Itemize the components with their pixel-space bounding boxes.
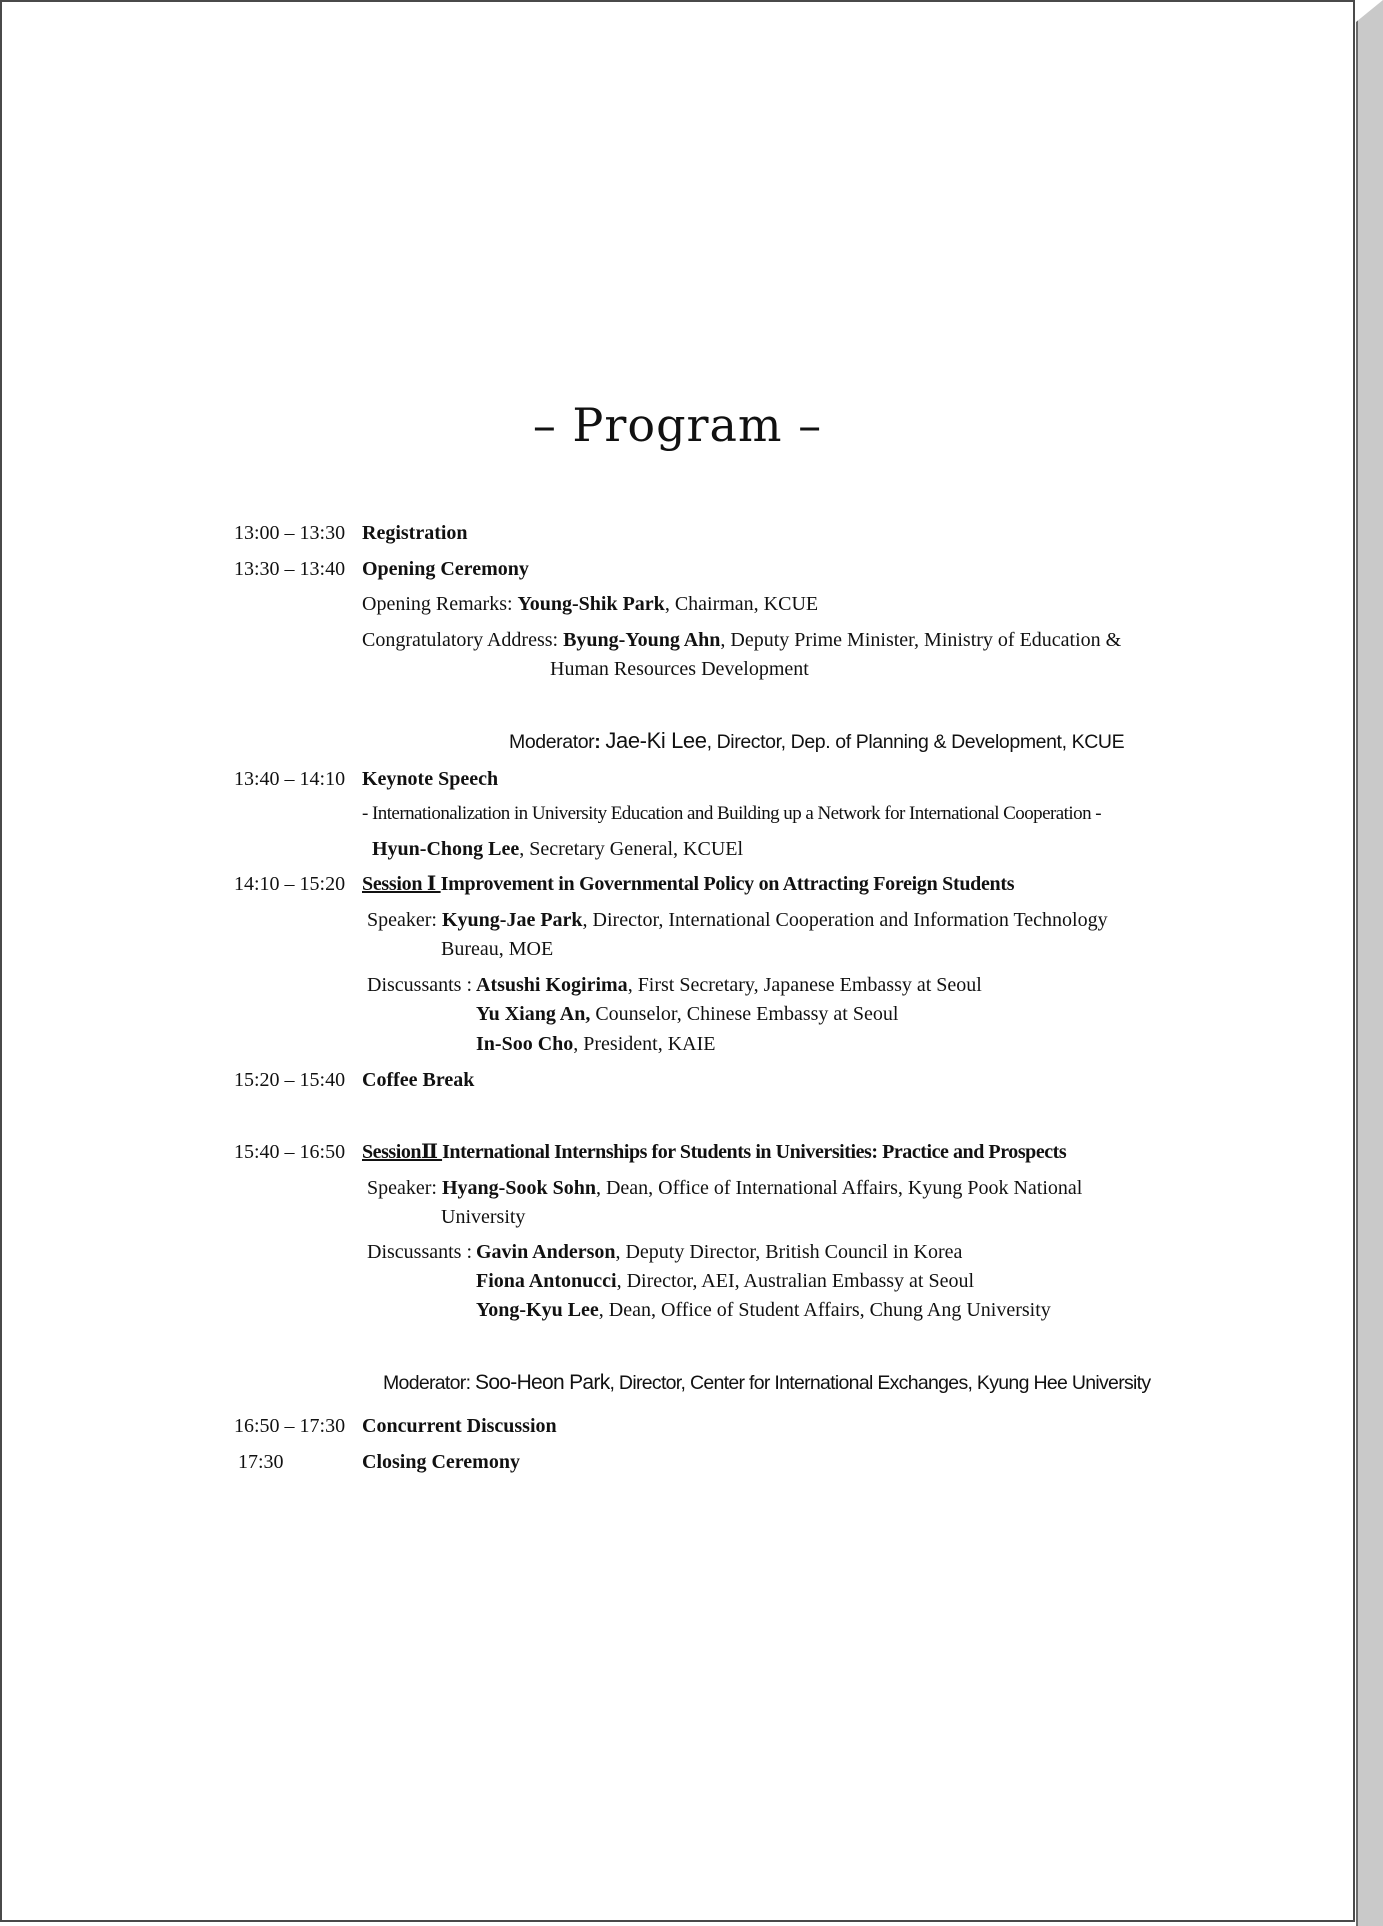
discussant-name: Fiona Antonucci <box>476 1270 617 1292</box>
time-opening: 13:30 – 13:40 <box>234 558 346 580</box>
discussant-name: Yu Xiang An, <box>476 1003 591 1025</box>
item-keynote-speech: Keynote Speech <box>362 768 499 790</box>
session-1-speaker-name: Kyung-Jae Park <box>441 909 583 931</box>
session-1-discussant <box>476 1031 715 1057</box>
session-1-speaker-label: Speaker: <box>367 909 442 931</box>
discussant-role: , President, KAIE <box>573 1033 716 1055</box>
keynote-speaker-role: , Secretary General, KCUEl <box>519 838 744 860</box>
session-2-speaker-label: Speaker: <box>367 1177 442 1199</box>
keynote-subtitle: - Internationalization in University Education and Building up a Network for International Cooperation - <box>362 803 1102 824</box>
moderator-1 <box>509 728 1124 755</box>
time-concurrent-discussion: 16:50 – 17:30 <box>234 1415 346 1437</box>
session-1-speaker-role: , Director, International Cooperation and Information Technology <box>582 909 1108 931</box>
keynote-speaker-name: Hyun-Chong Lee <box>372 838 520 860</box>
time-closing: 17:30 <box>238 1451 284 1473</box>
discussant-name: Atsushi Kogirima <box>476 974 628 996</box>
session-2-speaker-name: Hyang-Sook Sohn <box>441 1177 596 1199</box>
session-1-label: Session Ⅰ <box>362 873 441 895</box>
keynote-speaker <box>372 836 743 862</box>
session-2-speaker <box>367 1175 1082 1201</box>
session-2-speaker-role: , Dean, Office of International Affairs, Kyung Pook National <box>595 1177 1083 1199</box>
time-registration: 13:00 – 13:30 <box>234 522 346 544</box>
address-label: Congratulatory Address: <box>362 629 564 651</box>
opening-remarks-name: Young-Shik Park <box>517 593 665 615</box>
address-role-continued: Human Resources Development <box>550 658 809 680</box>
item-registration: Registration <box>362 522 468 544</box>
time-session-1: 14:10 – 15:20 <box>234 873 346 895</box>
session-1-speaker-role-continued: Bureau, MOE <box>441 938 554 960</box>
discussant-role: , Dean, Office of Student Affairs, Chung Ang University <box>598 1299 1051 1321</box>
opening-remarks-line <box>362 591 818 617</box>
session-2-discussant <box>476 1268 974 1294</box>
item-coffee-break: Coffee Break <box>362 1069 475 1091</box>
page-fold-corner <box>1356 0 1383 22</box>
item-opening-ceremony: Opening Ceremony <box>362 558 529 580</box>
session-1-speaker <box>367 907 1108 933</box>
opening-remarks-role: , Chairman, KCUE <box>664 593 819 615</box>
moderator-1-label: Moderator <box>509 731 595 753</box>
discussant-role: , Deputy Director, British Council in Korea <box>615 1241 963 1263</box>
moderator-2-name: Soo-Heon Park <box>475 1371 610 1394</box>
discussant-role: Counselor, Chinese Embassy at Seoul <box>590 1003 899 1025</box>
session-1-discussant <box>476 972 982 998</box>
moderator-2-role: , Director, Center for International Exchanges, Kyung Hee University <box>609 1372 1151 1394</box>
session-2-title: International Internships for Students in Universities: Practice and Prospects <box>442 1141 1067 1163</box>
time-session-2: 15:40 – 16:50 <box>234 1141 346 1163</box>
time-keynote: 13:40 – 14:10 <box>234 768 346 790</box>
session-2-discussant <box>476 1239 962 1265</box>
time-coffee-break: 15:20 – 15:40 <box>234 1069 346 1091</box>
item-closing-ceremony: Closing Ceremony <box>362 1451 520 1473</box>
address-name: Byung-Young Ahn <box>563 629 721 651</box>
discussant-name: In-Soo Cho <box>476 1033 574 1055</box>
opening-remarks-label: Opening Remarks: <box>362 593 518 615</box>
moderator-1-role: , Director, Dep. of Planning & Development, KCUE <box>706 731 1125 753</box>
item-session-2 <box>362 1139 1066 1165</box>
moderator-2 <box>383 1370 1150 1396</box>
page-title: – Program – <box>532 398 823 452</box>
moderator-2-colon: : <box>465 1372 476 1394</box>
discussant-name: Gavin Anderson <box>476 1241 616 1263</box>
session-2-discussant <box>476 1297 1051 1323</box>
session-1-discussants-label: Discussants : <box>367 974 472 996</box>
page-edge <box>1356 0 1383 1926</box>
discussant-role: , Director, AEI, Australian Embassy at Seoul <box>616 1270 975 1292</box>
session-1-discussant <box>476 1001 898 1027</box>
item-session-1 <box>362 871 1014 897</box>
discussant-name: Yong-Kyu Lee <box>476 1299 599 1321</box>
discussant-role: , First Secretary, Japanese Embassy at Seoul <box>627 974 982 996</box>
moderator-1-colon: : <box>594 731 606 753</box>
session-2-discussants-label: Discussants : <box>367 1241 472 1263</box>
session-2-speaker-role-continued: University <box>441 1206 526 1228</box>
session-2-label: SessionⅡ <box>362 1141 443 1163</box>
item-concurrent-discussion: Concurrent Discussion <box>362 1415 557 1437</box>
session-1-title: Improvement in Governmental Policy on Attracting Foreign Students <box>440 873 1015 895</box>
moderator-1-name: Jae-Ki Lee <box>605 728 707 753</box>
congratulatory-address-line <box>362 627 1121 653</box>
moderator-2-label: Moderator <box>383 1372 466 1394</box>
address-role: , Deputy Prime Minister, Ministry of Education & <box>720 629 1122 651</box>
